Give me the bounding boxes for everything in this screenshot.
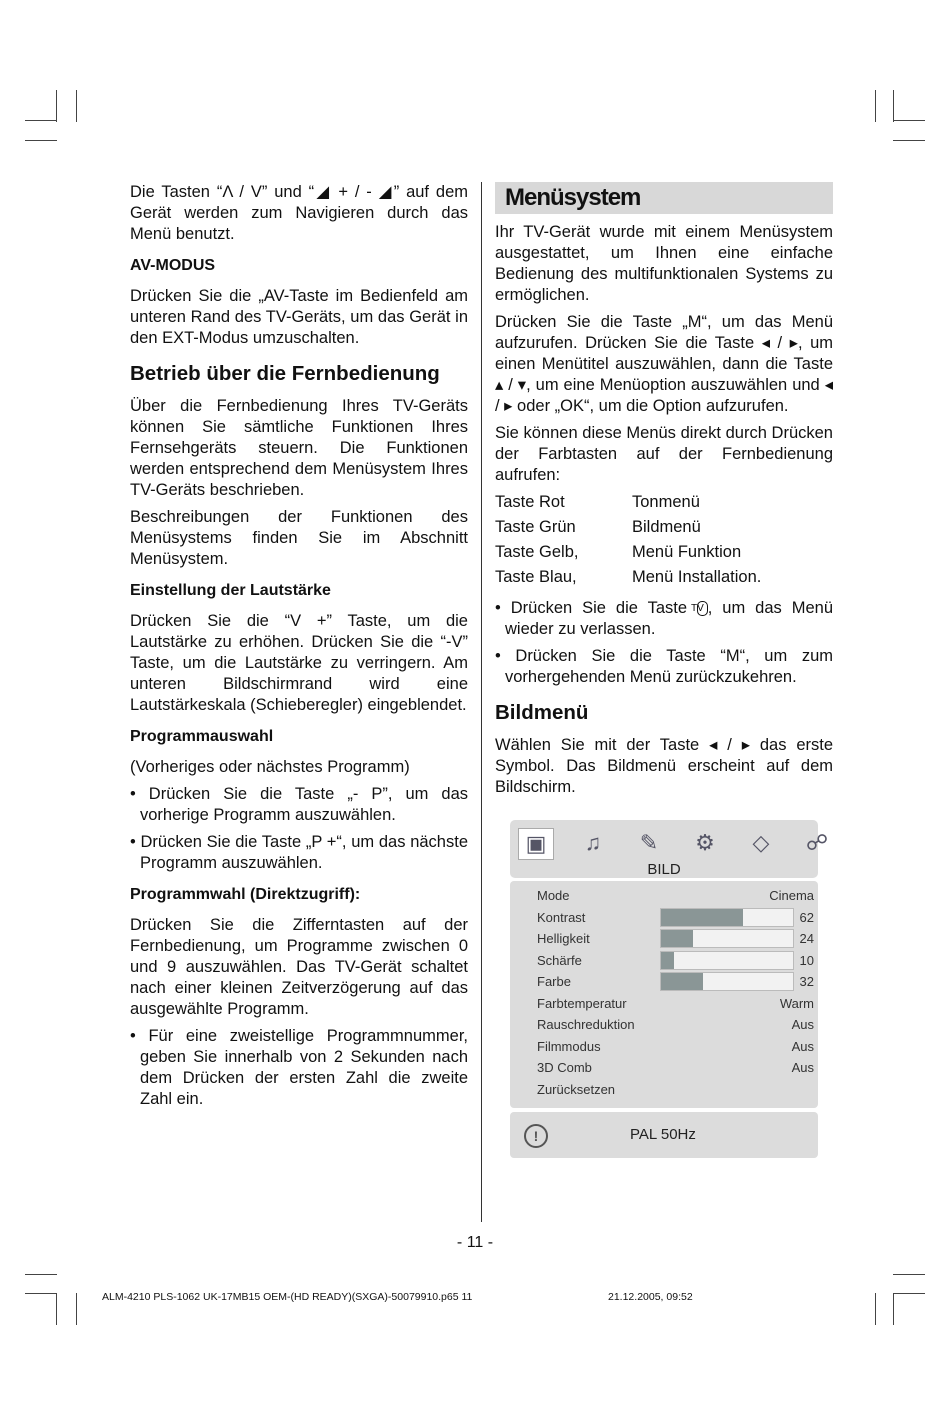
- crop-mark: [56, 1293, 57, 1325]
- tv-menu-row[interactable]: [510, 950, 818, 972]
- tv-menu-row[interactable]: [510, 1036, 818, 1058]
- color-key-menu: Bildmenü: [632, 518, 701, 536]
- tv-menu-row[interactable]: [510, 993, 818, 1015]
- crop-mark: [893, 1274, 925, 1275]
- source-icon: ◇: [752, 830, 770, 855]
- crop-mark: [56, 90, 57, 122]
- tv-menu-row-value: Warm: [779, 995, 814, 1011]
- tv-signal-info: PAL 50Hz: [630, 1126, 696, 1143]
- color-key-label: Taste Grün: [495, 518, 576, 536]
- menu-paragraph-2: Drücken Sie die Taste „M“, um das Menü aufzurufen. Drücken Sie die Taste ◂ / ▸, um einen Menütitel auszuwählen, dann die Taste ▴ / ▾, um eine Menüoption auszuwählen und ◂ / ▸ oder „OK“, um die Option aufzurufen.: [495, 313, 833, 415]
- remote-heading: Betrieb über die Fernbedienung: [130, 362, 440, 385]
- channel-icon: ☍: [805, 830, 829, 855]
- sound-icon: ♫: [584, 830, 602, 855]
- footer-page: 11: [461, 1291, 473, 1303]
- program-bullet-2: • Drücken Sie die Taste „P +“, um das nächste Programm auszuwählen.: [130, 833, 468, 872]
- program-bullet-1: • Drücken Sie die Taste „- P”, um das vorherige Programm auszuwählen.: [130, 785, 468, 824]
- program-heading: Programmauswahl: [130, 728, 274, 745]
- crop-mark: [893, 1293, 894, 1325]
- tv-menu-slider-fill: [661, 930, 693, 947]
- tv-menu-row-label: Mode: [537, 888, 570, 904]
- crop-mark: [893, 140, 925, 141]
- tv-menu-slider-fill: [661, 909, 743, 926]
- menu-bullet-1-text-end: , um das Menü wieder zu verlassen.: [505, 599, 833, 638]
- av-mode-heading: AV-MODUS: [130, 257, 216, 274]
- tv-menu-row-value: 62: [799, 909, 814, 925]
- menu-bullet-1-text: • Drücken Sie die Taste: [495, 599, 688, 617]
- tv-menu-row-label: 3D Comb: [537, 1060, 592, 1076]
- crop-mark: [76, 90, 77, 122]
- menu-paragraph-1: Ihr TV-Gerät wurde mit einem Menüsystem ausgestattet, um Ihnen eine einfache Bedienung des multifunktionalen Systems zu ermöglichen.: [495, 223, 833, 304]
- volume-heading: Einstellung der Lautstärke: [130, 582, 331, 599]
- menu-paragraph-3: Sie können diese Menüs direkt durch Drücken der Farbtasten auf der Fernbedienung aufrufen:: [495, 424, 833, 484]
- tv-menu-row-value: 10: [799, 952, 814, 968]
- direct-heading: Programmwahl (Direktzugriff):: [130, 886, 361, 903]
- tv-menu-screenshot: [510, 820, 829, 1158]
- direct-paragraph: Drücken Sie die Zifferntasten auf der Fernbedienung, um Programme zwischen 0 und 9 auszuwählen. Das TV-Gerät schaltet nach einer kleinen Zeitverzögerung auf das ausgewählte Programm.: [130, 916, 468, 1018]
- crop-mark: [25, 1293, 57, 1294]
- tv-button-icon: TV: [697, 601, 708, 616]
- color-key-table: [495, 492, 833, 588]
- tv-menu-slider[interactable]: [660, 972, 794, 991]
- tv-menu-row[interactable]: [510, 1057, 818, 1079]
- install-icon: ⚙: [695, 830, 715, 855]
- tv-menu-slider-fill: [661, 973, 703, 990]
- crop-mark: [76, 1293, 77, 1325]
- tv-menu-slider-fill: [661, 952, 674, 969]
- tv-menu-row[interactable]: [510, 1014, 818, 1036]
- tv-menu-slider[interactable]: [660, 951, 794, 970]
- tv-menu-row-label: Rauschreduktion: [537, 1017, 635, 1033]
- menu-bullet-2: • Drücken Sie die Taste “M“, um zum vorhergehenden Menü zurückzukehren.: [495, 647, 833, 686]
- crop-mark: [875, 1293, 876, 1325]
- tv-menu-row[interactable]: [510, 907, 818, 929]
- tv-menu-title: BILD: [647, 861, 681, 878]
- tv-menu-row-label: Zurücksetzen: [537, 1081, 616, 1097]
- feature-icon: ✎: [639, 830, 659, 855]
- bildmenu-heading: Bildmenü: [495, 701, 589, 724]
- crop-mark: [893, 90, 894, 122]
- tv-menu-row-label: Helligkeit: [537, 931, 590, 947]
- info-icon: !: [524, 1124, 548, 1148]
- remote-paragraph-2: Beschreibungen der Funktionen des Menüsystems finden Sie im Abschnitt Menüsystem.: [130, 508, 468, 568]
- tv-menu-row-value: Aus: [791, 1038, 814, 1054]
- direct-bullet: • Für eine zweistellige Programmnummer, geben Sie innerhalb von 2 Sekunden nach dem Drücken der ersten Zahl die zweite Zahl ein.: [130, 1027, 468, 1108]
- footer-date: 21.12.2005, 09:52: [608, 1291, 693, 1303]
- color-key-menu: Tonmenü: [632, 493, 700, 511]
- crop-mark: [893, 1293, 925, 1294]
- tv-menu-row-label: Kontrast: [537, 909, 586, 925]
- color-key-label: Taste Gelb,: [495, 543, 579, 561]
- tv-menu-icon-bar: [510, 820, 829, 878]
- color-key-label: Taste Rot: [495, 493, 565, 511]
- crop-mark: [893, 120, 925, 121]
- color-key-menu: Menü Funktion: [632, 543, 742, 561]
- tv-menu-row-label: Schärfe: [537, 952, 582, 968]
- tv-menu-row-label: Farbtemperatur: [537, 995, 627, 1011]
- footer-file-info: [102, 1291, 472, 1303]
- color-key-menu: Menü Installation.: [632, 568, 762, 586]
- program-paragraph: (Vorheriges oder nächstes Programm): [130, 758, 410, 776]
- crop-mark: [25, 140, 57, 141]
- crop-mark: [875, 90, 876, 122]
- tv-menu-row-value: 24: [799, 931, 814, 947]
- remote-paragraph-1: Über die Fernbedienung Ihres TV-Geräts können Sie sämtliche Funktionen Ihres Fernsehgeräts steuern. Die Funktionen werden entsprechend dem Menüsystem Ihres TV-Geräts beschrieben.: [130, 397, 468, 499]
- right-column: [495, 182, 833, 804]
- tv-menu-row[interactable]: [510, 971, 818, 993]
- tv-menu-slider[interactable]: [660, 908, 794, 927]
- bildmenu-paragraph: Wählen Sie mit der Taste ◂ / ▸ das erste Symbol. Das Bildmenü erscheint auf dem Bildschirm.: [495, 736, 833, 796]
- tv-menu-row-label: Farbe: [537, 974, 571, 990]
- tv-menu-row-value: 32: [799, 974, 814, 990]
- tv-menu-row[interactable]: [510, 928, 818, 950]
- tv-menu-slider[interactable]: [660, 929, 794, 948]
- page-number: - 11 -: [456, 1234, 494, 1251]
- tv-menu-row[interactable]: [510, 885, 818, 907]
- column-divider: [481, 182, 482, 1222]
- color-key-label: Taste Blau,: [495, 568, 577, 586]
- tv-menu-row-label: Filmmodus: [537, 1038, 601, 1054]
- tv-menu-row-value: Cinema: [769, 888, 814, 904]
- tv-menu-row-value: Aus: [791, 1060, 814, 1076]
- footer-file-name: ALM-4210 PLS-1062 UK-17MB15 OEM-(HD READY)(SXGA)-50079910.p65: [102, 1291, 459, 1303]
- tv-menu-row[interactable]: [510, 1079, 818, 1101]
- nav-keys-paragraph: Die Tasten “Λ / V” und “◢ + / - ◢” auf dem Gerät werden zum Navigieren durch das Menü benutzt.: [130, 183, 468, 243]
- tv-menu-list: [510, 881, 818, 1108]
- volume-paragraph: Drücken Sie die “V +” Taste, um die Lautstärke zu erhöhen. Drücken Sie die “-V” Taste, um die Lautstärke zu verringern. Am unteren Bildschirmrand wird eine Lautstärkeskala (Schieberegler) eingeblendet.: [130, 612, 468, 714]
- left-column: [130, 182, 468, 1116]
- crop-mark: [25, 1274, 57, 1275]
- menu-bullet-1: [495, 598, 833, 640]
- tv-menu-row-value: Aus: [791, 1017, 814, 1033]
- picture-icon: ▣: [518, 828, 554, 860]
- menu-system-heading: Menüsystem: [495, 182, 833, 214]
- tv-menu-footer: [510, 1112, 818, 1158]
- av-mode-paragraph: Drücken Sie die „AV-Taste im Bedienfeld am unteren Rand des TV-Geräts, um das Gerät in den EXT-Modus umzuschalten.: [130, 287, 468, 347]
- crop-mark: [25, 120, 57, 121]
